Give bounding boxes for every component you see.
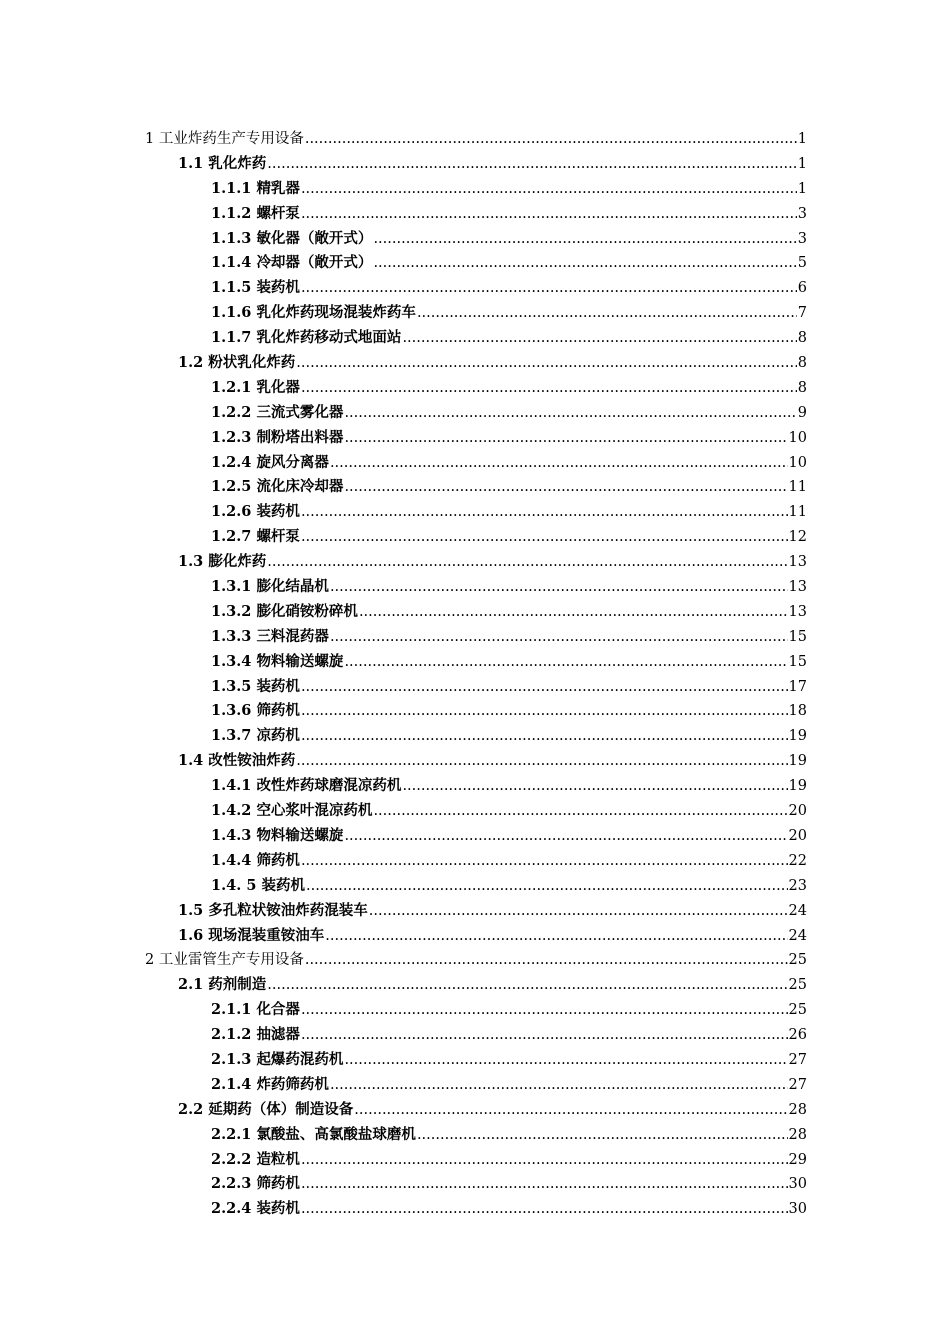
toc-entry-number: 2.2.1 (211, 1125, 252, 1143)
toc-entry[interactable] (145, 401, 807, 426)
toc-entry-page: 24 (788, 927, 807, 944)
toc-entry[interactable] (145, 177, 807, 202)
toc-entry[interactable] (145, 675, 807, 700)
toc-entry[interactable] (145, 127, 807, 152)
toc-entry[interactable] (145, 1197, 807, 1222)
toc-dot-leader (359, 600, 788, 625)
toc-dot-leader (330, 575, 788, 600)
toc-dot-leader (373, 799, 787, 824)
toc-entry-title: 抽滤器 (256, 1026, 300, 1044)
toc-entry-page: 8 (797, 379, 807, 396)
toc-entry-title: 乳化炸药现场混装炸药车 (256, 304, 416, 322)
toc-entry[interactable] (145, 376, 807, 401)
toc-entry-title: 敏化器（敞开式） (256, 229, 373, 247)
toc-entry[interactable] (145, 849, 807, 874)
toc-entry-page: 9 (797, 404, 807, 421)
toc-entry-title: 工业雷管生产专用设备 (158, 952, 304, 969)
toc-entry[interactable] (145, 948, 807, 973)
toc-entry-number: 1.3.3 (211, 627, 252, 645)
toc-entry-page: 11 (788, 479, 807, 496)
toc-dot-leader (301, 276, 797, 301)
toc-entry-page: 10 (788, 429, 807, 446)
toc-entry-title: 改性铵油炸药 (208, 752, 296, 770)
toc-entry-title: 装药机 (256, 677, 300, 695)
toc-dot-leader (301, 525, 788, 550)
toc-entry-page: 3 (797, 230, 807, 247)
toc-entry-page: 18 (788, 703, 807, 720)
toc-entry-page: 1 (797, 131, 807, 147)
toc-entry-number: 2.1 (178, 976, 204, 994)
toc-entry-page: 28 (788, 1101, 807, 1118)
toc-entry[interactable] (145, 998, 807, 1023)
toc-entry-number: 1.2.2 (211, 403, 252, 421)
toc-dot-leader (301, 1172, 788, 1197)
toc-entry-title: 化合器 (256, 1001, 300, 1019)
toc-entry-number: 1.1.4 (211, 254, 252, 272)
toc-entry-title: 旋风分离器 (256, 453, 329, 471)
toc-entry-title: 膨化炸药 (208, 553, 267, 571)
toc-entry-page: 13 (788, 603, 807, 620)
toc-entry-title: 氯酸盐、高氯酸盐球磨机 (256, 1125, 416, 1143)
toc-entry-title: 筛药机 (256, 851, 300, 869)
toc-entry[interactable] (145, 301, 807, 326)
toc-entry-title: 改性炸药球磨混凉药机 (256, 777, 402, 795)
toc-entry-page: 29 (788, 1151, 807, 1168)
toc-entry-page: 7 (797, 305, 807, 322)
toc-entry[interactable] (145, 202, 807, 227)
toc-entry-number: 1.3 (178, 553, 204, 571)
toc-entry[interactable] (145, 699, 807, 724)
toc-entry-number: 1.1.5 (211, 279, 252, 297)
toc-dot-leader (301, 202, 797, 227)
toc-entry[interactable] (145, 575, 807, 600)
toc-dot-leader (330, 1073, 788, 1098)
toc-entry[interactable] (145, 351, 807, 376)
toc-dot-leader (296, 351, 796, 376)
toc-entry[interactable] (145, 550, 807, 575)
toc-entry[interactable] (145, 500, 807, 525)
toc-entry-title: 螺杆泵 (256, 528, 300, 546)
toc-entry-number: 1.3.7 (211, 727, 252, 745)
toc-entry-number: 2.1.1 (211, 1001, 252, 1019)
toc-entry-title: 装药机 (256, 279, 300, 297)
toc-entry[interactable] (145, 1073, 807, 1098)
toc-entry[interactable] (145, 525, 807, 550)
toc-entry-number: 1.3.2 (211, 602, 252, 620)
toc-entry-title: 三料混药器 (256, 627, 329, 645)
toc-entry-number: 2.2.4 (211, 1200, 252, 1218)
toc-entry[interactable] (145, 1098, 807, 1123)
toc-entry[interactable] (145, 326, 807, 351)
toc-entry-number: 1.4. 5 (211, 876, 257, 894)
toc-entry[interactable] (145, 475, 807, 500)
toc-entry-number: 1.3.6 (211, 702, 252, 720)
toc-dot-leader (325, 924, 787, 949)
toc-entry-number: 2.1.2 (211, 1026, 252, 1044)
toc-entry-number: 1.2 (178, 354, 204, 372)
toc-entry-page: 27 (788, 1051, 807, 1068)
toc-entry-number: 1.2.7 (211, 528, 252, 546)
toc-dot-leader (301, 177, 797, 202)
toc-entry-title: 筛药机 (256, 702, 300, 720)
toc-dot-leader (330, 451, 788, 476)
toc-entry[interactable] (145, 251, 807, 276)
toc-entry-page: 19 (788, 728, 807, 745)
toc-entry-page: 3 (797, 205, 807, 222)
toc-entry-page: 30 (788, 1201, 807, 1218)
toc-entry-number: 1.2.5 (211, 478, 252, 496)
toc-entry-title: 多孔粒状铵油炸药混装车 (208, 901, 368, 919)
toc-dot-leader (301, 500, 788, 525)
toc-entry-number: 1.1.3 (211, 229, 252, 247)
toc-entry-number: 1.6 (178, 926, 204, 944)
toc-dot-leader (344, 475, 787, 500)
toc-entry-page: 27 (788, 1076, 807, 1093)
toc-entry-title: 装药机 (256, 1200, 300, 1218)
toc-entry[interactable] (145, 227, 807, 252)
toc-entry-title: 炸药筛药机 (256, 1075, 329, 1093)
toc-entry[interactable] (145, 1172, 807, 1197)
toc-entry-title: 制粉塔出料器 (256, 428, 344, 446)
toc-dot-leader (301, 699, 788, 724)
toc-entry-number: 1.1.6 (211, 304, 252, 322)
toc-entry-page: 12 (788, 529, 807, 546)
toc-dot-leader (402, 774, 787, 799)
toc-entry-page: 23 (788, 877, 807, 894)
toc-entry-page: 17 (788, 678, 807, 695)
toc-dot-leader (301, 849, 788, 874)
toc-entry-title: 精乳器 (256, 179, 300, 197)
toc-entry-page: 20 (788, 803, 807, 820)
toc-dot-leader (369, 899, 788, 924)
toc-entry-page: 15 (788, 628, 807, 645)
toc-entry-title: 螺杆泵 (256, 204, 300, 222)
toc-entry-number: 1.4.4 (211, 851, 252, 869)
toc-entry[interactable] (145, 600, 807, 625)
toc-entry-page: 24 (788, 902, 807, 919)
toc-dot-leader (373, 251, 796, 276)
toc-entry-number: 1.3.4 (211, 652, 252, 670)
toc-entry[interactable] (145, 973, 807, 998)
toc-entry-title: 冷却器（敞开式） (256, 254, 373, 272)
toc-entry-number: 2.2.2 (211, 1150, 252, 1168)
toc-entry-number: 1.4.3 (211, 826, 252, 844)
toc-entry-number: 1.1.2 (211, 204, 252, 222)
toc-entry-title: 物料输送螺旋 (256, 652, 344, 670)
toc-dot-leader (301, 1148, 788, 1173)
toc-entry-title: 起爆药混药机 (256, 1050, 344, 1068)
toc-entry-page: 1 (797, 155, 807, 172)
toc-entry-page: 26 (788, 1027, 807, 1044)
toc-entry-number: 1.2.1 (211, 378, 252, 396)
toc-entry[interactable] (145, 1123, 807, 1148)
toc-entry-page: 30 (788, 1176, 807, 1193)
table-of-contents (145, 127, 807, 1222)
toc-entry[interactable] (145, 824, 807, 849)
toc-entry-title: 装药机 (256, 503, 300, 521)
toc-dot-leader (417, 1123, 788, 1148)
toc-entry-title: 药剂制造 (208, 976, 267, 994)
toc-dot-leader (267, 973, 787, 998)
toc-entry-title: 延期药（体）制造设备 (208, 1100, 354, 1118)
toc-entry[interactable] (145, 749, 807, 774)
toc-entry-title: 筛药机 (256, 1175, 300, 1193)
toc-entry-number: 1.3.5 (211, 677, 252, 695)
toc-entry[interactable] (145, 451, 807, 476)
toc-entry[interactable] (145, 625, 807, 650)
toc-dot-leader (267, 550, 787, 575)
toc-dot-leader (344, 401, 796, 426)
toc-entry-title: 乳化炸药 (208, 154, 267, 172)
toc-entry-page: 25 (788, 977, 807, 994)
toc-entry-number: 2.2.3 (211, 1175, 252, 1193)
toc-dot-leader (301, 998, 788, 1023)
toc-entry[interactable] (145, 426, 807, 451)
toc-entry-title: 装药机 (261, 876, 305, 894)
toc-entry-number: 2.1.3 (211, 1050, 252, 1068)
toc-dot-leader (301, 675, 788, 700)
toc-entry-number: 1.2.4 (211, 453, 252, 471)
toc-entry-title: 物料输送螺旋 (256, 826, 344, 844)
toc-entry-page: 25 (788, 952, 807, 969)
toc-dot-leader (301, 724, 788, 749)
toc-entry-title: 粉状乳化炸药 (208, 354, 296, 372)
toc-dot-leader (305, 127, 797, 152)
toc-entry-page: 19 (788, 778, 807, 795)
toc-entry-page: 22 (788, 852, 807, 869)
toc-dot-leader (354, 1098, 787, 1123)
toc-entry-number: 1.2.3 (211, 428, 252, 446)
toc-dot-leader (301, 376, 797, 401)
toc-entry-page: 10 (788, 454, 807, 471)
toc-dot-leader (344, 426, 787, 451)
toc-dot-leader (373, 227, 796, 252)
toc-entry-number: 1.1.7 (211, 329, 252, 347)
toc-entry-number: 1.3.1 (211, 578, 252, 596)
toc-dot-leader (330, 625, 788, 650)
toc-entry[interactable] (145, 924, 807, 949)
toc-entry-page: 1 (797, 180, 807, 197)
toc-entry[interactable] (145, 650, 807, 675)
toc-entry-number: 2.2 (178, 1100, 204, 1118)
toc-entry-title: 三流式雾化器 (256, 403, 344, 421)
toc-entry-number: 1.4.1 (211, 777, 252, 795)
toc-entry-page: 20 (788, 827, 807, 844)
toc-entry-page: 28 (788, 1126, 807, 1143)
toc-dot-leader (267, 152, 796, 177)
toc-entry-title: 膨化结晶机 (256, 578, 329, 596)
toc-entry-page: 15 (788, 653, 807, 670)
toc-entry-title: 乳化炸药移动式地面站 (256, 329, 402, 347)
toc-dot-leader (296, 749, 787, 774)
toc-entry-title: 工业炸药生产专用设备 (158, 131, 304, 147)
toc-entry-page: 6 (797, 280, 807, 297)
toc-entry-number: 1 (145, 131, 155, 147)
toc-entry-number: 1.2.6 (211, 503, 252, 521)
toc-entry[interactable] (145, 774, 807, 799)
toc-entry-number: 2.1.4 (211, 1075, 252, 1093)
toc-entry-number: 2 (145, 952, 155, 969)
toc-entry[interactable] (145, 1048, 807, 1073)
toc-entry-title: 空心浆叶混凉药机 (256, 802, 373, 820)
toc-entry[interactable] (145, 724, 807, 749)
toc-dot-leader (344, 650, 787, 675)
toc-entry-page: 13 (788, 579, 807, 596)
toc-entry-page: 5 (797, 255, 807, 272)
toc-dot-leader (305, 948, 788, 973)
toc-entry[interactable] (145, 899, 807, 924)
toc-entry[interactable] (145, 152, 807, 177)
toc-entry-page: 25 (788, 1002, 807, 1019)
toc-entry-number: 1.1.1 (211, 179, 252, 197)
toc-entry-page: 8 (797, 330, 807, 347)
toc-dot-leader (344, 1048, 787, 1073)
toc-entry-number: 1.1 (178, 154, 204, 172)
toc-entry-page: 8 (797, 355, 807, 372)
toc-dot-leader (301, 1023, 788, 1048)
toc-dot-leader (301, 1197, 788, 1222)
toc-entry-title: 造粒机 (256, 1150, 300, 1168)
toc-entry-page: 19 (788, 753, 807, 770)
toc-entry-number: 1.4.2 (211, 802, 252, 820)
toc-entry-number: 1.4 (178, 752, 204, 770)
toc-entry-title: 凉药机 (256, 727, 300, 745)
toc-dot-leader (306, 874, 788, 899)
toc-entry-page: 11 (788, 504, 807, 521)
toc-entry-title: 膨化硝铵粉碎机 (256, 602, 358, 620)
toc-dot-leader (417, 301, 797, 326)
toc-entry[interactable] (145, 276, 807, 301)
toc-entry[interactable] (145, 874, 807, 899)
toc-entry[interactable] (145, 799, 807, 824)
toc-entry-title: 流化床冷却器 (256, 478, 344, 496)
toc-dot-leader (344, 824, 787, 849)
toc-entry-number: 1.5 (178, 901, 204, 919)
toc-entry-title: 乳化器 (256, 378, 300, 396)
toc-dot-leader (402, 326, 796, 351)
toc-entry-page: 13 (788, 554, 807, 571)
toc-entry-title: 现场混装重铵油车 (208, 926, 325, 944)
toc-entry[interactable] (145, 1148, 807, 1173)
toc-entry[interactable] (145, 1023, 807, 1048)
